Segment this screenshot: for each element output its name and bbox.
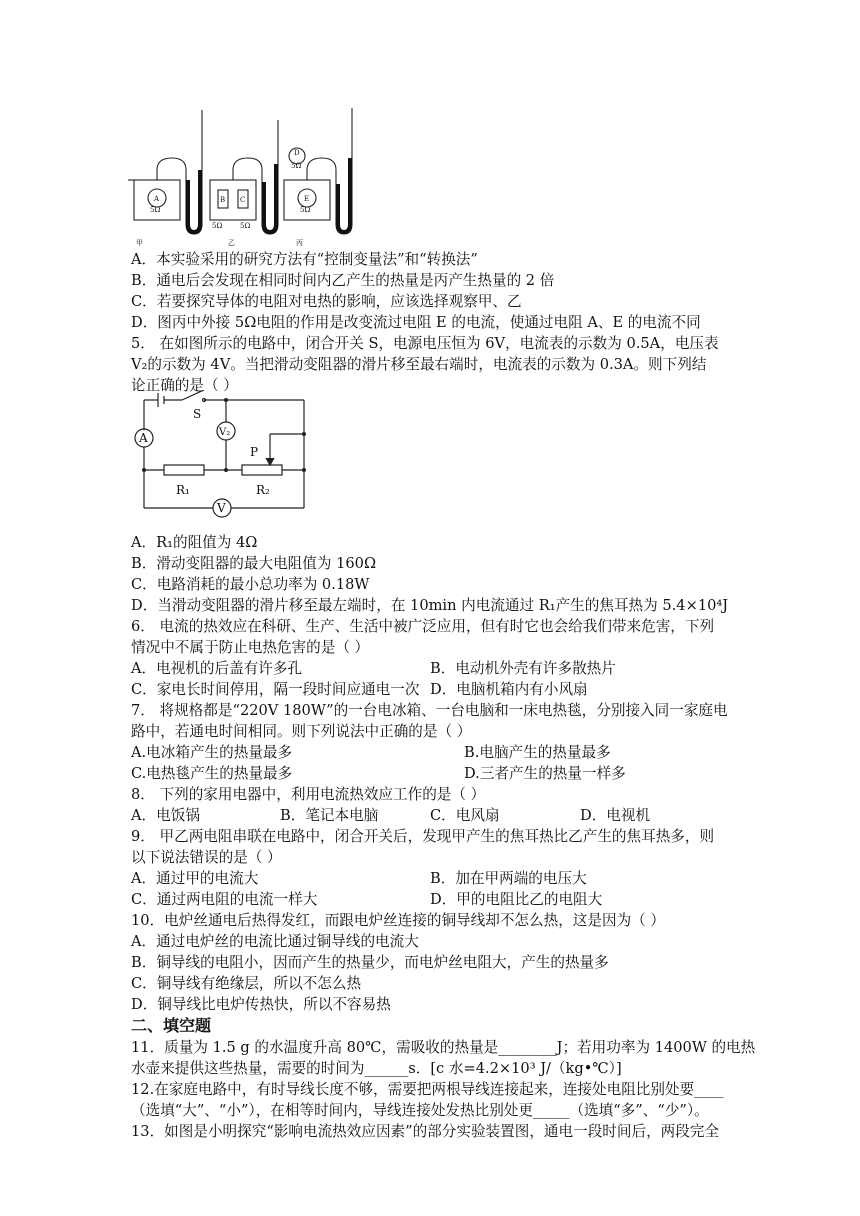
q5-option-a: A．R₁的阻值为 4Ω [131, 534, 258, 551]
label-yi: 乙 [228, 239, 235, 247]
q5-stem-line1: 5． 在如图所示的电路中，闭合开关 S，电源电压恒为 6V，电流表的示数为 0.5A，电压表 [131, 335, 719, 352]
q6-option-d: D．电脑机箱内有小风扇 [430, 681, 588, 698]
q6-option-b: B．电动机外壳有许多散热片 [430, 660, 616, 677]
q8-stem: 8． 下列的家用电器中，利用电流热效应工作的是（ ） [131, 786, 486, 803]
label-res-bing-ext: 5Ω [291, 162, 302, 170]
circuit-label-r1: R₁ [176, 483, 190, 497]
label-res-yi-1: 5Ω [212, 222, 223, 230]
q5-stem-line3: 论正确的是（ ） [131, 377, 238, 394]
q10-option-d: D．铜导线比电炉传热快，所以不容易热 [131, 996, 391, 1013]
label-resistor-D: D [294, 149, 300, 157]
q5-option-c: C．电路消耗的最小总功率为 0.18W [131, 576, 370, 593]
q11-line2: 水壶来提供这些热量，需要的时间为______s．[c 水=4.2×10³ J/（kg•℃）] [131, 1060, 622, 1077]
circuit-label-v2: V₂ [219, 427, 231, 438]
q7-option-c: C.电热毯产生的热量最多 [131, 765, 293, 782]
q13-line1: 13．如图是小明探究“影响电流热效应因素”的部分实验装置图，通电一段时间后，两段完全 [131, 1123, 720, 1140]
q4-option-a: A．本实验采用的研究方法有“控制变量法”和“转换法” [131, 251, 478, 268]
q7-option-a: A.电冰箱产生的热量最多 [131, 744, 293, 761]
figure-circuit-diagram [128, 390, 318, 530]
q10-stem: 10．电炉丝通电后热得发红，而跟电炉丝连接的铜导线却不怎么热，这是因为（ ） [131, 912, 665, 929]
q9-option-a: A．通过甲的电流大 [131, 870, 259, 887]
q6-stem-line2: 情况中不属于防止电热危害的是（ ） [131, 639, 370, 656]
label-res-jia: 5Ω [150, 206, 161, 214]
label-res-bing: 5Ω [300, 206, 311, 214]
label-resistor-E: E [304, 195, 310, 203]
section-heading-fill-in: 二、填空题 [131, 1016, 212, 1035]
q8-option-a: A．电饭锅 [131, 807, 200, 824]
circuit-label-voltmeter: V [217, 501, 226, 515]
q10-option-b: B．铜导线的电阻小，因而产生的热量少，而电炉丝电阻大，产生的热量多 [131, 954, 609, 971]
circuit-label-s: S [193, 407, 202, 421]
q7-stem-line1: 7． 将规格都是“220V 180W”的一台电冰箱、一台电脑和一床电热毯，分别接入同一家庭电 [131, 702, 728, 719]
q7-stem-line2: 路中，若通电时间相同。则下列说法中正确的是（ ） [131, 723, 472, 740]
q9-stem-line1: 9． 甲乙两电阻串联在电路中，闭合开关后，发现甲产生的焦耳热比乙产生的焦耳热多，则 [131, 828, 715, 845]
q10-option-c: C．铜导线有绝缘层，所以不怎么热 [131, 975, 362, 992]
q6-option-c: C．家电长时间停用，隔一段时间应通电一次 [131, 681, 420, 698]
q9-option-c: C．通过两电阻的电流一样大 [131, 891, 318, 908]
q9-option-b: B．加在甲两端的电压大 [430, 870, 587, 887]
label-resistor-A: A [154, 195, 160, 203]
q11-line1: 11．质量为 1.5 g 的水温度升高 80℃，需吸收的热量是________J；若用功率为 1400W 的电热 [131, 1039, 756, 1056]
q5-option-b: B．滑动变阻器的最大电阻值为 160Ω [131, 555, 377, 572]
q9-option-d: D．甲的电阻比乙的电阻大 [430, 891, 603, 908]
q8-option-b: B．笔记本电脑 [280, 807, 379, 824]
q12-line1: 12.在家庭电路中，有时导线长度不够，需要把两根导线连接起来，连接处电阻比别处要____ [131, 1081, 724, 1098]
figure-u-tube-apparatus [128, 100, 358, 250]
q7-option-d: D.三者产生的热量一样多 [464, 765, 626, 782]
q4-option-b: B．通电后会发现在相同时间内乙产生的热量是丙产生热量的 2 倍 [131, 272, 555, 289]
label-jia: 甲 [136, 239, 143, 247]
q5-option-d: D．当滑动变阻器的滑片移至最左端时，在 10min 内电流通过 R₁产生的焦耳热为 5.4×10⁴J [131, 597, 729, 614]
q8-option-d: D．电视机 [580, 807, 651, 824]
q4-option-d: D．图丙中外接 5Ω电阻的作用是改变流过电阻 E 的电流，使通过电阻 A、E 的电流不同 [131, 314, 701, 331]
q5-stem-line2: V₂的示数为 4V。当把滑动变阻器的滑片移至最右端时，电流表的示数为 0.3A。则下列结 [131, 356, 707, 373]
q10-option-a: A．通过电炉丝的电流比通过铜导线的电流大 [131, 933, 419, 950]
label-resistor-B: B [220, 196, 226, 204]
circuit-label-ammeter: A [139, 431, 148, 445]
circuit-label-p: P [250, 445, 259, 459]
q8-option-c: C．电风扇 [430, 807, 500, 824]
q12-line2: （选填“大”、“小”），在相等时间内，导线连接处发热比别处更_____（选填“多”、“少”）。 [131, 1102, 709, 1119]
label-bing: 丙 [296, 239, 303, 247]
q6-stem-line1: 6． 电流的热效应在科研、生产、生活中被广泛应用，但有时它也会给我们带来危害，下列 [131, 618, 715, 635]
q4-option-c: C．若要探究导体的电阻对电热的影响，应该选择观察甲、乙 [131, 293, 522, 310]
q7-option-b: B.电脑产生的热量最多 [464, 744, 611, 761]
circuit-label-r2: R₂ [256, 483, 270, 497]
label-resistor-C: C [240, 196, 246, 204]
label-res-yi-2: 5Ω [240, 222, 251, 230]
q6-option-a: A．电视机的后盖有许多孔 [131, 660, 303, 677]
q9-stem-line2: 以下说法错误的是（ ） [131, 849, 282, 866]
